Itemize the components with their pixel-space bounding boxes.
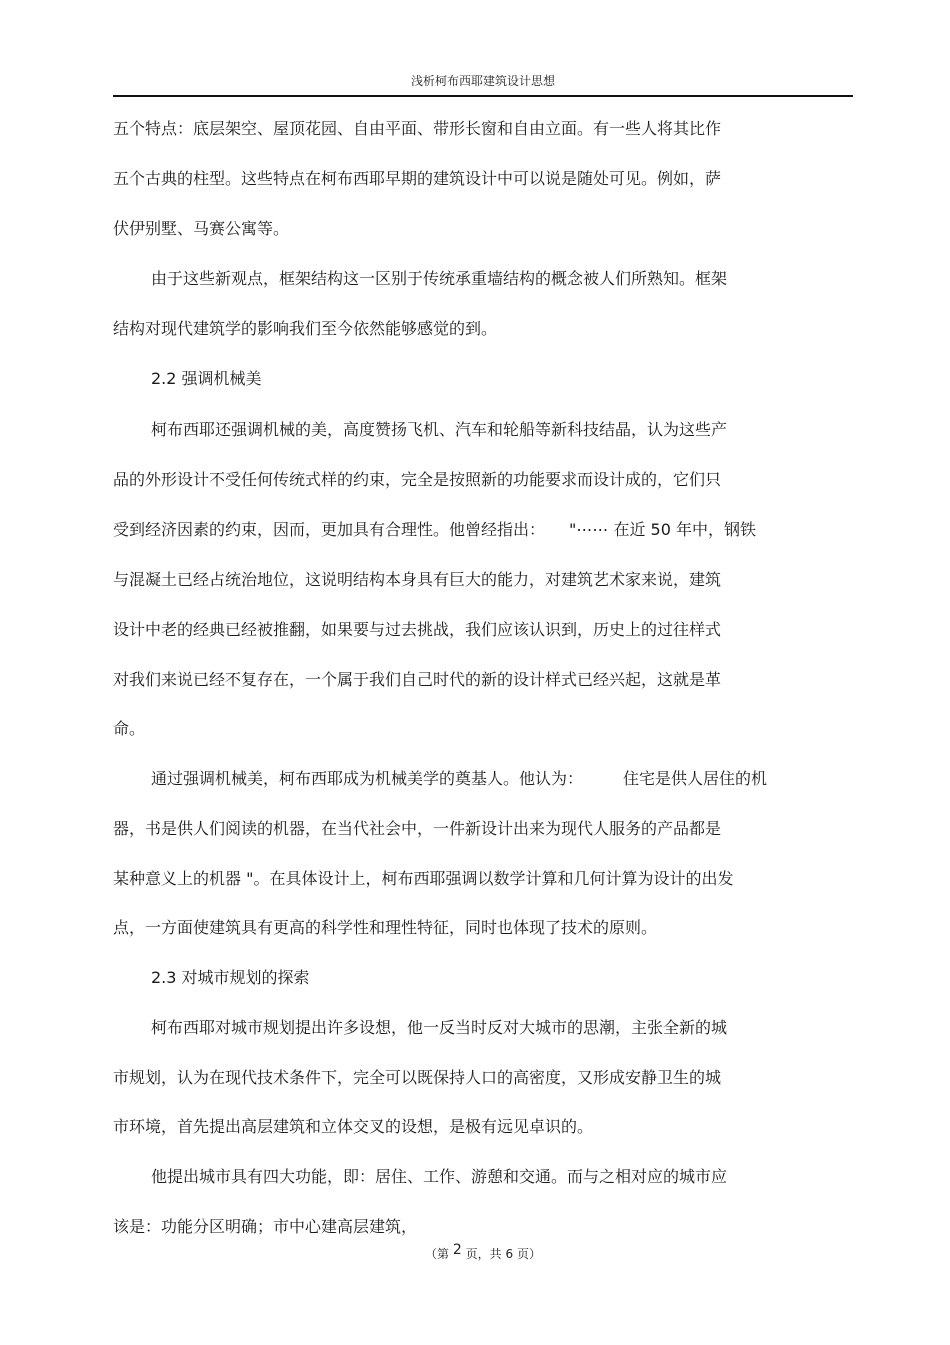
paragraph-line: 五个特点：底层架空、屋顶花园、自由平面、带形长窗和自由立面。有一些人将其比作: [113, 119, 722, 138]
current-page-number: 2: [452, 1242, 462, 1258]
section-heading: 2.2 强调机械美: [151, 369, 262, 388]
footer-prefix: （第: [425, 1247, 450, 1261]
paragraph-line: 设计中老的经典已经被推翻，如果要与过去挑战，我们应该认识到，历史上的过往样式: [113, 620, 722, 639]
running-header: 浅析柯布西耶建筑设计思想: [410, 74, 555, 88]
paragraph-line: 某种意义上的机器 "。在具体设计上，柯布西耶强调以数学计算和几何计算为设计的出发: [113, 869, 734, 888]
header-rule: [113, 95, 853, 97]
paragraph-line: 该是：功能分区明确；市中心建高层建筑，: [113, 1217, 418, 1236]
paragraph-line: 结构对现代建筑学的影响我们至今依然能够感觉的到。: [113, 319, 498, 338]
footer-middle: 页，共: [465, 1247, 502, 1261]
paragraph-line: 五个古典的柱型。这些特点在柯布西耶早期的建筑设计中可以说是随处可见。例如，萨: [113, 169, 722, 188]
paragraph-line: 与混凝土已经占统治地位，这说明结构本身具有巨大的能力，对建筑艺术家来说，建筑: [113, 570, 722, 589]
paragraph-line: 市规划，认为在现代技术条件下，完全可以既保持人口的高密度，又形成安静卫生的城: [113, 1068, 722, 1087]
paragraph-line: 柯布西耶对城市规划提出许多设想，他一反当时反对大城市的思潮，主张全新的城: [151, 1018, 728, 1037]
paragraph-line: 点，一方面使建筑具有更高的科学性和理性特征，同时也体现了技术的原则。: [113, 918, 658, 937]
paragraph-line: 柯布西耶还强调机械的美，高度赞扬飞机、汽车和轮船等新科技结晶，认为这些产: [151, 420, 728, 439]
paragraph-line: 器，书是供人们阅读的机器，在当代社会中，一件新设计出来为现代人服务的产品都是: [113, 819, 722, 838]
page-footer: [113, 1242, 853, 1262]
paragraph-line: 受到经济因素的约束，因而，更加具有合理性。他曾经指出： "⋯⋯ 在近 50 年中，钢铁: [113, 520, 756, 539]
paragraph-line: 对我们来说已经不复存在，一个属于我们自己时代的新的设计样式已经兴起，这就是革: [113, 670, 722, 689]
paragraph-line: 品的外形设计不受任何传统式样的约束，完全是按照新的功能要求而设计成的，它们只: [113, 470, 722, 489]
paragraph-line: 伏伊别墅、马赛公寓等。: [113, 219, 290, 238]
paragraph-line: 由于这些新观点，框架结构这一区别于传统承重墙结构的概念被人们所熟知。框架: [151, 269, 728, 288]
paragraph-line: 市环境，首先提出高层建筑和立体交叉的设想，是极有远见卓识的。: [113, 1117, 594, 1136]
paragraph-line: 命。: [113, 719, 146, 738]
footer-suffix: 页）: [516, 1247, 541, 1261]
section-heading: 2.3 对城市规划的探索: [151, 968, 310, 987]
total-page-number: 6: [505, 1247, 514, 1261]
paragraph-line: 通过强调机械美，柯布西耶成为机械美学的奠基人。他认为： 住宅是供人居住的机: [151, 769, 768, 788]
paragraph-line: 他提出城市具有四大功能，即：居住、工作、游憩和交通。而与之相对应的城市应: [151, 1167, 728, 1186]
